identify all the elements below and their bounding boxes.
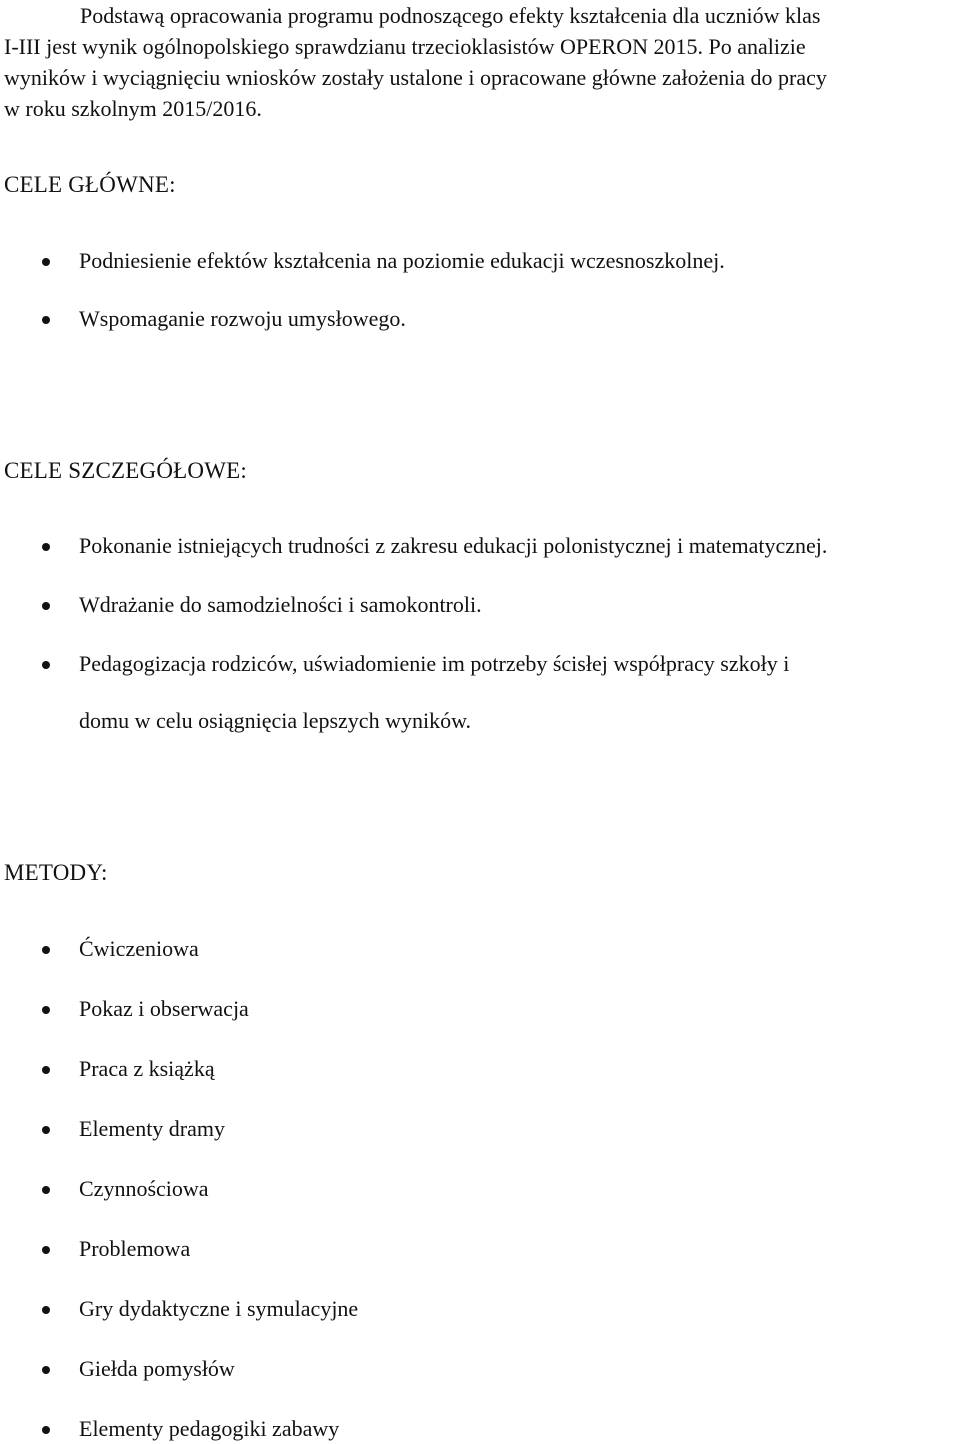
bullet-icon bbox=[42, 946, 50, 954]
list-item bbox=[0, 1114, 950, 1144]
list-item-text: Elementy pedagogiki zabawy bbox=[79, 1416, 340, 1441]
list-item bbox=[0, 590, 950, 620]
list-item-text: Gry dydaktyczne i symulacyjne bbox=[79, 1296, 359, 1321]
list-item-text: Problemowa bbox=[79, 1236, 191, 1261]
list-item-text: Wspomaganie rozwoju umysłowego. bbox=[79, 306, 406, 331]
list-item bbox=[0, 1234, 950, 1264]
intro-line-2: I-III jest wynik ogólnopolskiego sprawdzianu trzecioklasistów OPERON 2015. Po analizie bbox=[4, 34, 806, 59]
list-item bbox=[0, 934, 950, 964]
bullet-icon bbox=[42, 661, 50, 669]
intro-line-3: wyników i wyciągnięciu wniosków zostały ustalone i opracowane główne założenia do pracy bbox=[4, 65, 827, 90]
detailed-goals-heading: CELE SZCZEGÓŁOWE: bbox=[4, 458, 247, 483]
intro-paragraph bbox=[4, 0, 954, 124]
list-item bbox=[0, 649, 950, 736]
main-goals-heading: CELE GŁÓWNE: bbox=[4, 172, 176, 197]
list-item-text-line-1: Pedagogizacja rodziców, uświadomienie im potrzeby ścisłej współpracy szkoły i bbox=[79, 651, 790, 676]
methods-list bbox=[0, 934, 950, 1444]
list-item bbox=[0, 1354, 950, 1384]
bullet-icon bbox=[42, 1426, 50, 1434]
methods-heading: METODY: bbox=[4, 860, 108, 885]
list-item bbox=[0, 1414, 950, 1444]
list-item bbox=[0, 531, 950, 561]
detailed-goals-list bbox=[0, 531, 950, 736]
bullet-icon bbox=[42, 1366, 50, 1374]
list-item bbox=[0, 304, 950, 334]
list-item-text-line-2: domu w celu osiągnięcia lepszych wyników. bbox=[79, 708, 472, 733]
list-item-text: Czynnościowa bbox=[79, 1176, 209, 1201]
bullet-icon bbox=[42, 1246, 50, 1254]
bullet-icon bbox=[42, 258, 50, 266]
list-item-text: Praca z książką bbox=[79, 1056, 215, 1081]
list-item bbox=[0, 994, 950, 1024]
bullet-icon bbox=[42, 543, 50, 551]
list-item-text: Ćwiczeniowa bbox=[79, 936, 199, 961]
main-goals-list bbox=[0, 246, 950, 334]
list-item bbox=[0, 1294, 950, 1324]
bullet-icon bbox=[42, 316, 50, 324]
bullet-icon bbox=[42, 1186, 50, 1194]
list-item-text: Podniesienie efektów kształcenia na poziomie edukacji wczesnoszkolnej. bbox=[79, 248, 725, 273]
list-item-text: Giełda pomysłów bbox=[79, 1356, 235, 1381]
bullet-icon bbox=[42, 1306, 50, 1314]
list-item-text: Elementy dramy bbox=[79, 1116, 226, 1141]
bullet-icon bbox=[42, 1066, 50, 1074]
intro-line-1: Podstawą opracowania programu podnoszącego efekty kształcenia dla uczniów klas bbox=[80, 3, 821, 28]
list-item-text: Wdrażanie do samodzielności i samokontroli. bbox=[79, 592, 482, 617]
bullet-icon bbox=[42, 602, 50, 610]
list-item bbox=[0, 1174, 950, 1204]
list-item-text: Pokaz i obserwacja bbox=[79, 996, 249, 1021]
bullet-icon bbox=[42, 1126, 50, 1134]
intro-line-4: w roku szkolnym 2015/2016. bbox=[4, 96, 262, 121]
bullet-icon bbox=[42, 1006, 50, 1014]
list-item-text: Pokonanie istniejących trudności z zakresu edukacji polonistycznej i matematycznej. bbox=[79, 533, 828, 558]
list-item bbox=[0, 246, 950, 276]
list-item bbox=[0, 1054, 950, 1084]
